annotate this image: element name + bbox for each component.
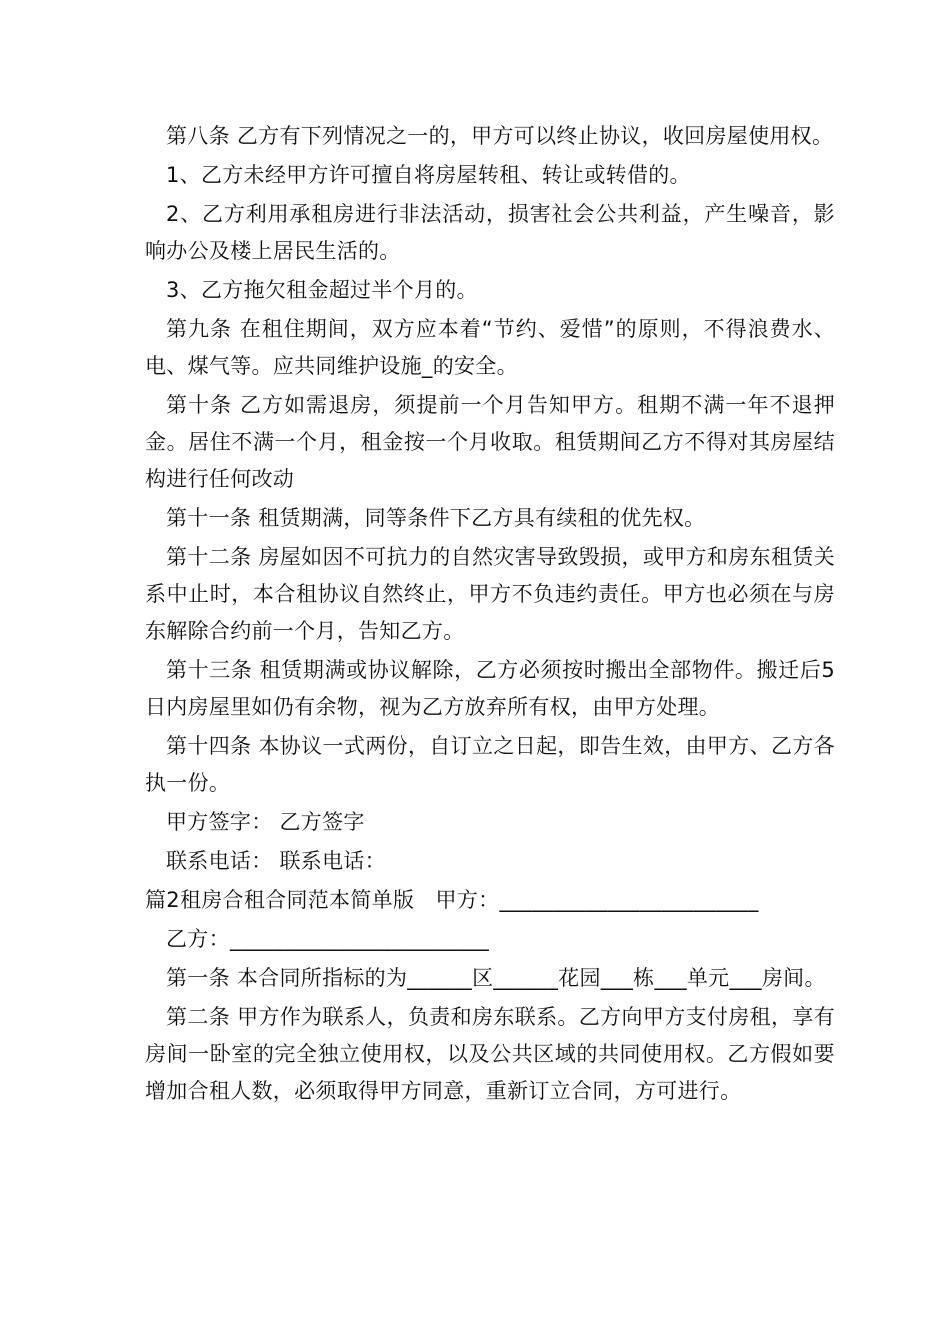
phone-line: 联系电话： 联系电话： (166, 849, 386, 873)
document-body (145, 118, 835, 1110)
article-14: 第十四条 本协议一式两份，自订立之日起，即告生效，由甲方、乙方各执一份。 (145, 734, 835, 795)
article-8-item-1: 1、乙方未经甲方许可擅自将房屋转租、转让或转借的。 (166, 163, 691, 187)
article-9: 第九条 在租住期间，双方应本着“节约、爱惜”的原则，不得浪费水、电、煤气等。应共同维护设施_的安全。 (145, 317, 835, 378)
section-2-article-1: 第一条 本合同所指标的为______区______花园___栋___单元___房间。 (166, 966, 826, 990)
section-2-title: 篇2租房合租合同范本简单版 甲方：________________________ (145, 888, 759, 912)
article-13: 第十三条 租赁期满或协议解除，乙方必须按时搬出全部物件。搬迁后5日内房屋里如仍有余物，视为乙方放弃所有权，由甲方处理。 (145, 658, 835, 719)
article-12: 第十二条 房屋如因不可抗力的自然灾害导致毁损，或甲方和房东租赁关系中止时，本合租协议自然终止，甲方不负违约责任。甲方也必须在与房东解除合约前一个月，告知乙方。 (145, 545, 835, 643)
signature-line: 甲方签字： 乙方签字 (166, 810, 365, 834)
article-10: 第十条 乙方如需退房，须提前一个月告知甲方。租期不满一年不退押金。居住不满一个月，租金按一个月收取。租赁期间乙方不得对其房屋结构进行任何改动 (145, 393, 835, 491)
section-2-article-2: 第二条 甲方作为联系人，负责和房东联系。乙方向甲方支付房租，享有房间一卧室的完全独立使用权，以及公共区域的共同使用权。乙方假如要增加合租人数，必须取得甲方同意，重新订立合同，方可进行。 (145, 1005, 835, 1103)
article-8-item-2: 2、乙方利用承租房进行非法活动，损害社会公共利益，产生噪音，影响办公及楼上居民生活的。 (145, 202, 835, 263)
article-8-item-3: 3、乙方拖欠租金超过半个月的。 (166, 278, 478, 302)
article-11: 第十一条 租赁期满，同等条件下乙方具有续租的优先权。 (166, 506, 706, 530)
article-8: 第八条 乙方有下列情况之一的，甲方可以终止协议，收回房屋使用权。 (166, 124, 834, 148)
party-b-line: 乙方：________________________ (166, 927, 490, 951)
